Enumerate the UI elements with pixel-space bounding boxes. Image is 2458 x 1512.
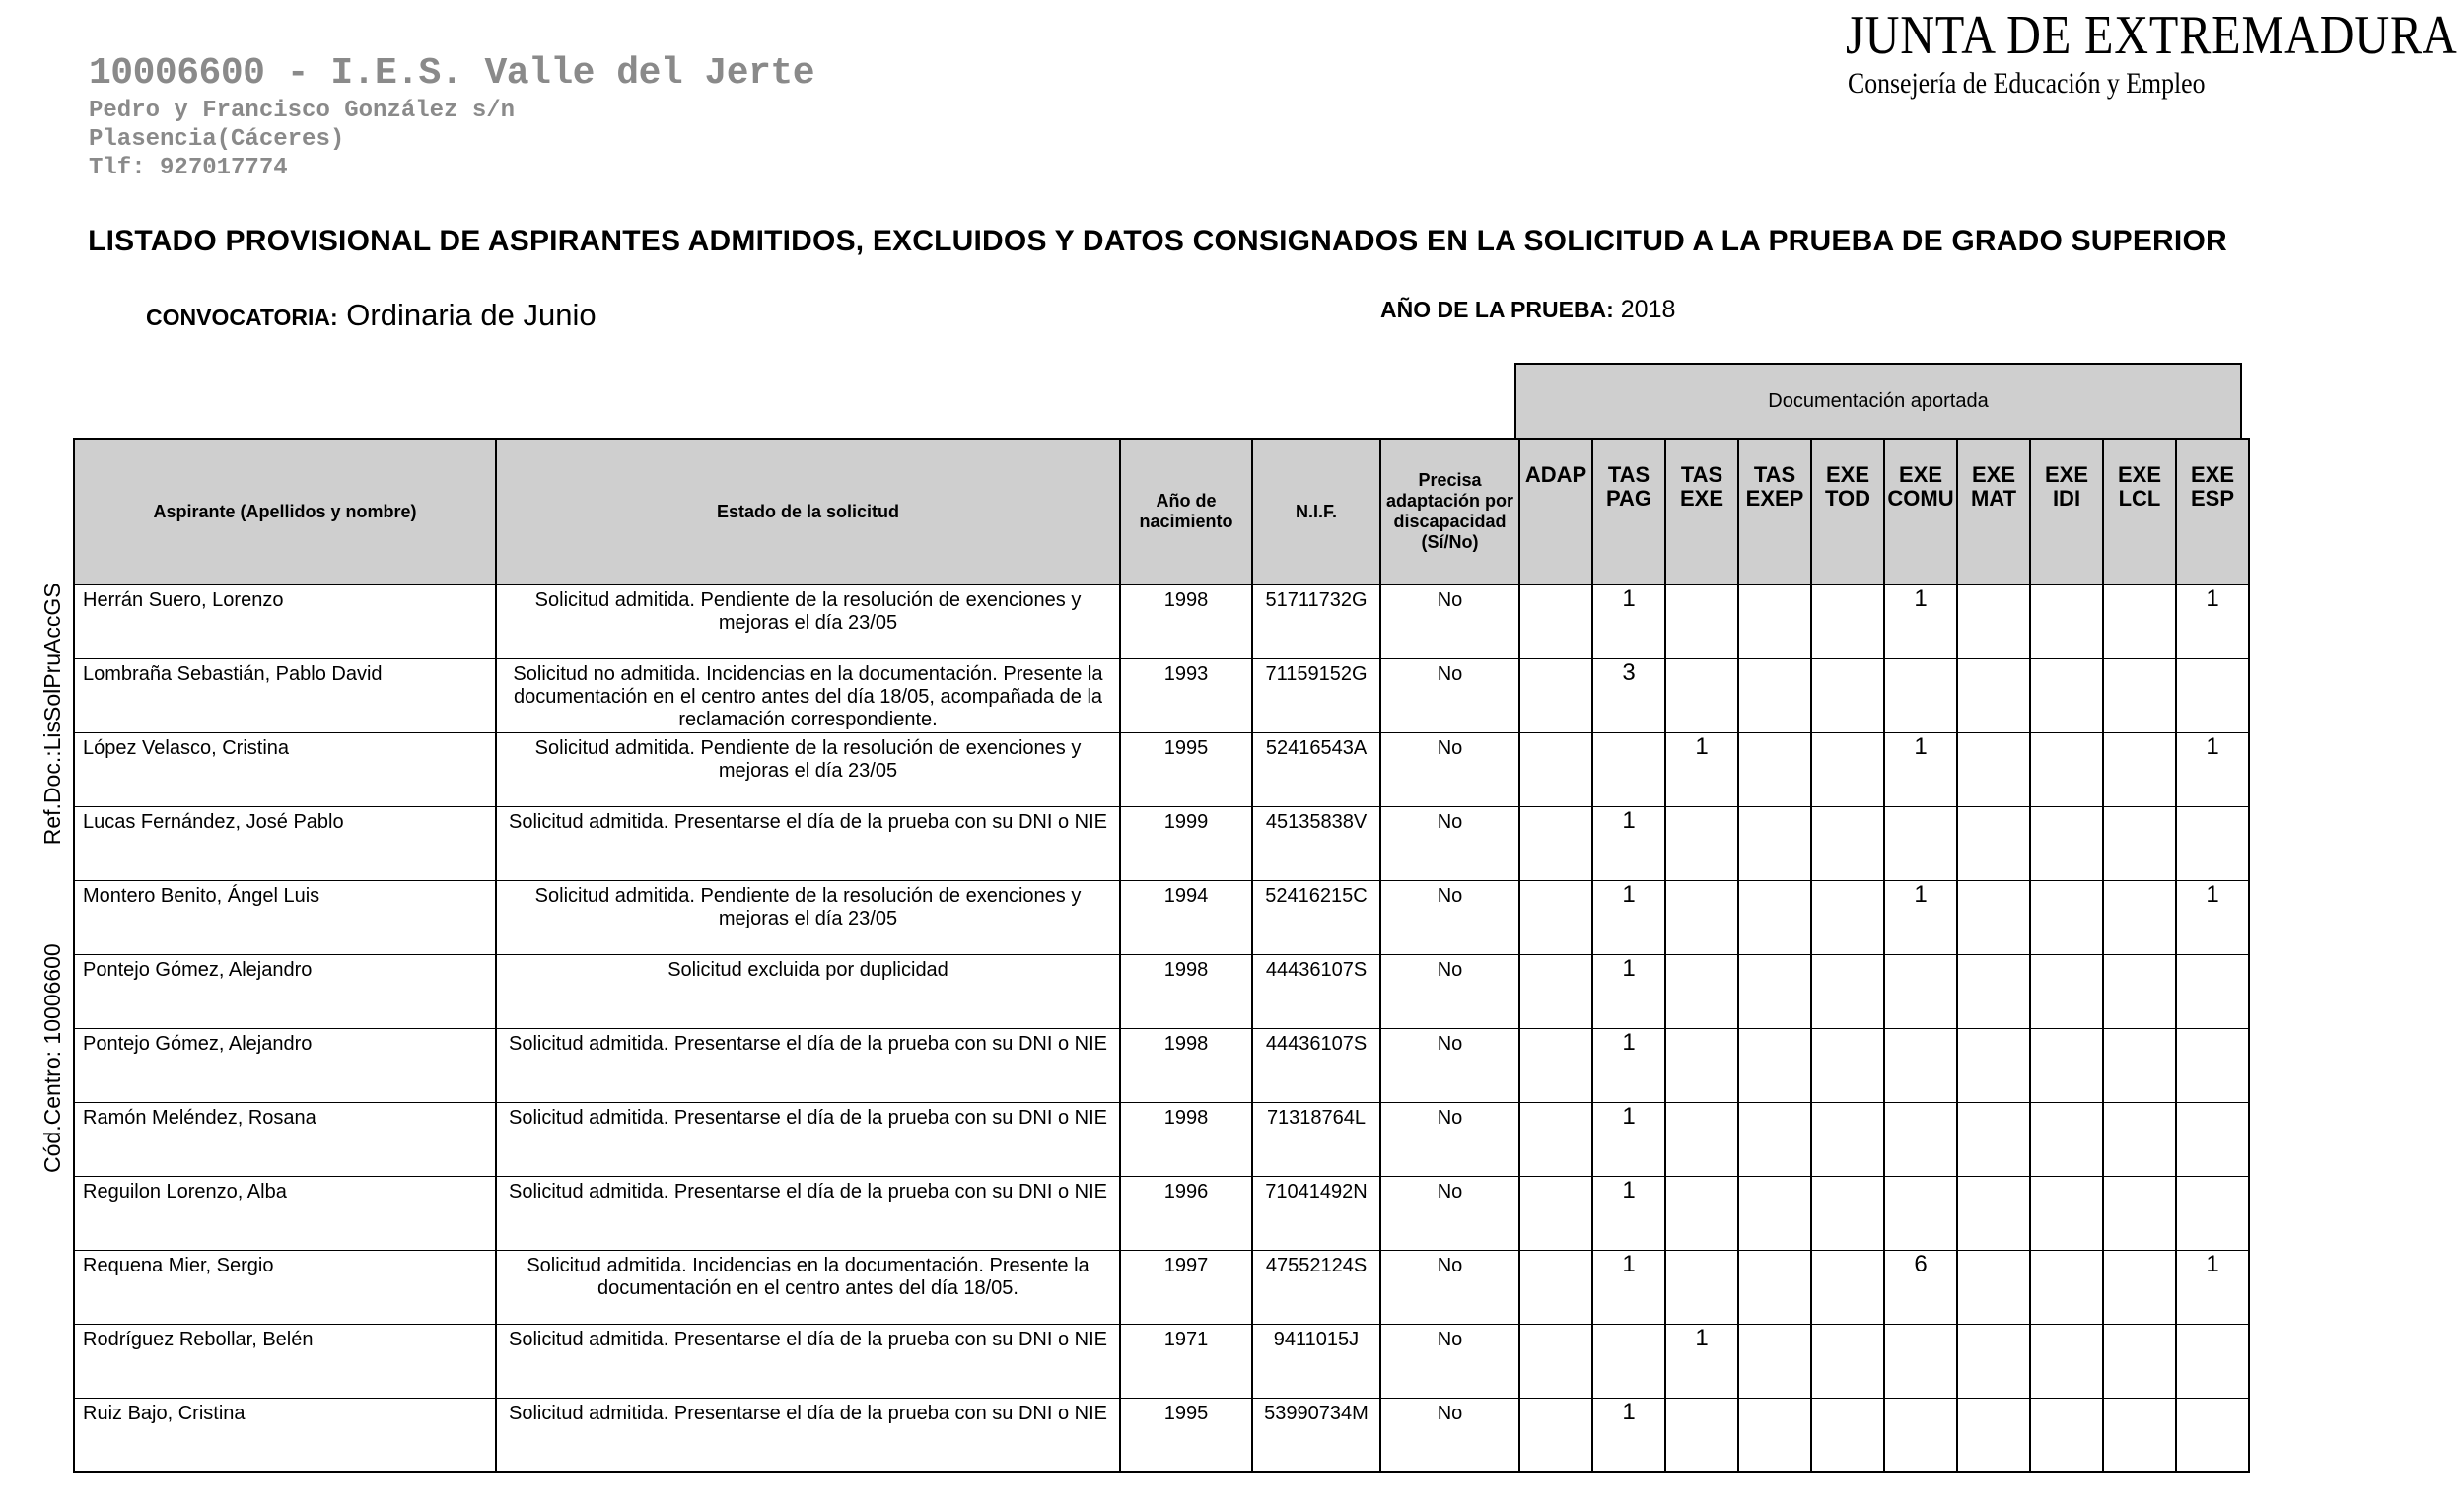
doc-exe-mat (1957, 732, 2030, 806)
doc-exe-lcl (2103, 954, 2176, 1028)
doc-adap (1519, 1250, 1592, 1324)
doc-exe-tod (1811, 1250, 1884, 1324)
doc-tas-exe: 1 (1665, 1324, 1738, 1398)
doc-exe-comu (1884, 1176, 1957, 1250)
nif: 52416543A (1252, 732, 1380, 806)
doc-adap (1519, 1176, 1592, 1250)
doc-exe-mat (1957, 880, 2030, 954)
table-row (74, 880, 2249, 954)
nif: 44436107S (1252, 1028, 1380, 1102)
doc-exe-mat (1957, 584, 2030, 658)
needs-adaptation: No (1380, 658, 1519, 732)
doc-exe-mat (1957, 1398, 2030, 1472)
doc-exe-mat (1957, 806, 2030, 880)
doc-exe-tod (1811, 732, 1884, 806)
doc-tas-exe (1665, 1398, 1738, 1472)
nif: 53990734M (1252, 1398, 1380, 1472)
doc-exe-esp (2176, 1176, 2249, 1250)
needs-adaptation: No (1380, 880, 1519, 954)
application-status: Solicitud admitida. Presentarse el día de la prueba con su DNI o NIE (496, 1176, 1120, 1250)
doc-exe-esp (2176, 658, 2249, 732)
column-header-tas-pag: TAS PAG (1592, 439, 1665, 584)
doc-exe-idi (2030, 1176, 2103, 1250)
doc-exe-lcl (2103, 584, 2176, 658)
needs-adaptation: No (1380, 806, 1519, 880)
junta-logo-title: JUNTA DE EXTREMADURA (1846, 5, 2458, 66)
birth-year: 1997 (1120, 1250, 1252, 1324)
doc-exe-lcl (2103, 658, 2176, 732)
application-status: Solicitud admitida. Pendiente de la resolución de exenciones y mejoras el día 23/05 (496, 732, 1120, 806)
birth-year: 1998 (1120, 1028, 1252, 1102)
doc-tas-exe (1665, 954, 1738, 1028)
school-address: Pedro y Francisco González s/n (89, 98, 516, 124)
doc-exe-comu (1884, 954, 1957, 1028)
needs-adaptation: No (1380, 954, 1519, 1028)
doc-exe-mat (1957, 658, 2030, 732)
applicants-table (73, 438, 2250, 1473)
nif: 51711732G (1252, 584, 1380, 658)
doc-tas-pag: 1 (1592, 584, 1665, 658)
doc-tas-pag: 1 (1592, 1102, 1665, 1176)
birth-year: 1995 (1120, 1398, 1252, 1472)
doc-exe-idi (2030, 584, 2103, 658)
anio-prueba (1380, 296, 1675, 324)
doc-tas-exep (1738, 954, 1811, 1028)
applicant-name: Herrán Suero, Lorenzo (74, 584, 496, 658)
doc-tas-pag: 1 (1592, 880, 1665, 954)
doc-tas-exe (1665, 806, 1738, 880)
nif: 9411015J (1252, 1324, 1380, 1398)
doc-exe-tod (1811, 954, 1884, 1028)
side-reference (39, 583, 66, 1173)
doc-tas-exe (1665, 1250, 1738, 1324)
birth-year: 1996 (1120, 1176, 1252, 1250)
table-row (74, 806, 2249, 880)
column-header-exe-comu: EXE COMU (1884, 439, 1957, 584)
doc-adap (1519, 806, 1592, 880)
doc-tas-exe (1665, 658, 1738, 732)
doc-adap (1519, 954, 1592, 1028)
doc-exe-tod (1811, 806, 1884, 880)
doc-exe-tod (1811, 1102, 1884, 1176)
needs-adaptation: No (1380, 584, 1519, 658)
applicant-name: Reguilon Lorenzo, Alba (74, 1176, 496, 1250)
doc-exe-tod (1811, 584, 1884, 658)
doc-tas-exep (1738, 806, 1811, 880)
doc-tas-exep (1738, 1102, 1811, 1176)
nif: 47552124S (1252, 1250, 1380, 1324)
column-header-exe-esp: EXE ESP (2176, 439, 2249, 584)
needs-adaptation: No (1380, 1176, 1519, 1250)
applicant-name: Pontejo Gómez, Alejandro (74, 954, 496, 1028)
application-status: Solicitud admitida. Incidencias en la documentación. Presente la documentación en el centro antes del día 18/05. (496, 1250, 1120, 1324)
doc-exe-esp: 1 (2176, 732, 2249, 806)
doc-exe-mat (1957, 1250, 2030, 1324)
doc-exe-idi (2030, 658, 2103, 732)
table-row (74, 1028, 2249, 1102)
table-row (74, 1398, 2249, 1472)
doc-adap (1519, 1324, 1592, 1398)
anio-value: 2018 (1620, 296, 1676, 323)
doc-exe-tod (1811, 1176, 1884, 1250)
applicant-name: Pontejo Gómez, Alejandro (74, 1028, 496, 1102)
doc-tas-pag: 1 (1592, 954, 1665, 1028)
doc-exe-idi (2030, 1028, 2103, 1102)
doc-exe-esp (2176, 1028, 2249, 1102)
doc-exe-comu (1884, 806, 1957, 880)
doc-exe-mat (1957, 1102, 2030, 1176)
convocatoria (146, 298, 597, 333)
birth-year: 1971 (1120, 1324, 1252, 1398)
table-row (74, 732, 2249, 806)
doc-exe-comu: 1 (1884, 880, 1957, 954)
document-title: LISTADO PROVISIONAL DE ASPIRANTES ADMITIDOS, EXCLUIDOS Y DATOS CONSIGNADOS EN LA SOLICITUD A LA PRUEBA DE GRADO SUPERIOR (88, 225, 2227, 257)
nif: 71318764L (1252, 1102, 1380, 1176)
doc-adap (1519, 1398, 1592, 1472)
needs-adaptation: No (1380, 1398, 1519, 1472)
centro-code: Cód.Centro: 10006600 (39, 943, 65, 1173)
column-header-anio-nacimiento: Año de nacimiento (1120, 439, 1252, 584)
doc-exe-esp: 1 (2176, 1250, 2249, 1324)
needs-adaptation: No (1380, 1028, 1519, 1102)
birth-year: 1998 (1120, 1102, 1252, 1176)
convocatoria-value: Ordinaria de Junio (346, 298, 597, 332)
doc-tas-exep (1738, 584, 1811, 658)
birth-year: 1998 (1120, 954, 1252, 1028)
doc-exe-idi (2030, 880, 2103, 954)
doc-tas-exep (1738, 880, 1811, 954)
doc-exe-comu: 6 (1884, 1250, 1957, 1324)
doc-tas-pag: 1 (1592, 806, 1665, 880)
column-header-exe-lcl: EXE LCL (2103, 439, 2176, 584)
doc-exe-comu (1884, 1324, 1957, 1398)
doc-tas-exe (1665, 1102, 1738, 1176)
doc-exe-tod (1811, 880, 1884, 954)
doc-exe-lcl (2103, 806, 2176, 880)
doc-tas-exe (1665, 1028, 1738, 1102)
documentacion-aportada-header: Documentación aportada (1514, 363, 2242, 438)
application-status: Solicitud admitida. Pendiente de la resolución de exenciones y mejoras el día 23/05 (496, 880, 1120, 954)
needs-adaptation: No (1380, 1102, 1519, 1176)
nif: 71159152G (1252, 658, 1380, 732)
birth-year: 1995 (1120, 732, 1252, 806)
doc-exe-comu (1884, 1028, 1957, 1102)
application-status: Solicitud admitida. Presentarse el día de la prueba con su DNI o NIE (496, 1102, 1120, 1176)
doc-exe-esp: 1 (2176, 584, 2249, 658)
doc-tas-pag: 1 (1592, 1250, 1665, 1324)
doc-exe-lcl (2103, 1324, 2176, 1398)
doc-tas-exep (1738, 1176, 1811, 1250)
doc-exe-comu (1884, 658, 1957, 732)
doc-exe-esp (2176, 1102, 2249, 1176)
doc-tas-pag: 1 (1592, 1176, 1665, 1250)
doc-exe-tod (1811, 658, 1884, 732)
anio-label: AÑO DE LA PRUEBA: (1380, 297, 1614, 322)
nif: 44436107S (1252, 954, 1380, 1028)
column-header-nif: N.I.F. (1252, 439, 1380, 584)
doc-exe-tod (1811, 1324, 1884, 1398)
doc-exe-comu (1884, 1398, 1957, 1472)
doc-exe-lcl (2103, 880, 2176, 954)
doc-exe-lcl (2103, 732, 2176, 806)
doc-exe-comu: 1 (1884, 732, 1957, 806)
doc-exe-idi (2030, 732, 2103, 806)
application-status: Solicitud excluida por duplicidad (496, 954, 1120, 1028)
birth-year: 1994 (1120, 880, 1252, 954)
applicant-name: Lombraña Sebastián, Pablo David (74, 658, 496, 732)
column-header-exe-idi: EXE IDI (2030, 439, 2103, 584)
nif: 71041492N (1252, 1176, 1380, 1250)
applicant-name: Ruiz Bajo, Cristina (74, 1398, 496, 1472)
doc-adap (1519, 880, 1592, 954)
doc-exe-esp (2176, 954, 2249, 1028)
doc-tas-exe (1665, 584, 1738, 658)
table-row (74, 954, 2249, 1028)
doc-exe-lcl (2103, 1398, 2176, 1472)
doc-exe-comu (1884, 1102, 1957, 1176)
column-header-adaptacion: Precisa adaptación por discapacidad (Sí/No) (1380, 439, 1519, 584)
birth-year: 1998 (1120, 584, 1252, 658)
doc-exe-esp (2176, 1398, 2249, 1472)
doc-tas-pag: 3 (1592, 658, 1665, 732)
column-header-estado: Estado de la solicitud (496, 439, 1120, 584)
doc-tas-pag: 1 (1592, 1028, 1665, 1102)
doc-tas-pag (1592, 732, 1665, 806)
doc-exe-lcl (2103, 1250, 2176, 1324)
doc-exe-mat (1957, 1028, 2030, 1102)
doc-exe-comu: 1 (1884, 584, 1957, 658)
doc-adap (1519, 584, 1592, 658)
school-name: 10006600 - I.E.S. Valle del Jerte (89, 52, 815, 95)
application-status: Solicitud admitida. Presentarse el día de la prueba con su DNI o NIE (496, 1398, 1120, 1472)
needs-adaptation: No (1380, 1324, 1519, 1398)
doc-exe-esp: 1 (2176, 880, 2249, 954)
table-row (74, 1324, 2249, 1398)
doc-tas-exep (1738, 1398, 1811, 1472)
nif: 45135838V (1252, 806, 1380, 880)
application-status: Solicitud no admitida. Incidencias en la documentación. Presente la documentación en el centro antes del día 18/05, acompañada de la reclamación correspondiente. (496, 658, 1120, 732)
doc-tas-exep (1738, 1028, 1811, 1102)
applicant-name: López Velasco, Cristina (74, 732, 496, 806)
doc-exe-lcl (2103, 1176, 2176, 1250)
doc-adap (1519, 1028, 1592, 1102)
doc-tas-exe: 1 (1665, 732, 1738, 806)
doc-exe-idi (2030, 1398, 2103, 1472)
doc-exe-tod (1811, 1398, 1884, 1472)
doc-tas-pag (1592, 1324, 1665, 1398)
birth-year: 1993 (1120, 658, 1252, 732)
doc-exe-idi (2030, 1102, 2103, 1176)
doc-exe-mat (1957, 1176, 2030, 1250)
table-row (74, 584, 2249, 658)
doc-exe-lcl (2103, 1102, 2176, 1176)
school-city: Plasencia(Cáceres) (89, 126, 345, 153)
table-row (74, 1250, 2249, 1324)
applicant-name: Rodríguez Rebollar, Belén (74, 1324, 496, 1398)
doc-tas-exe (1665, 880, 1738, 954)
table-row (74, 1102, 2249, 1176)
school-info (89, 51, 814, 182)
column-header-exe-tod: EXE TOD (1811, 439, 1884, 584)
doc-tas-exep (1738, 658, 1811, 732)
applicant-name: Ramón Meléndez, Rosana (74, 1102, 496, 1176)
applicant-name: Lucas Fernández, José Pablo (74, 806, 496, 880)
table-row (74, 658, 2249, 732)
doc-exe-tod (1811, 1028, 1884, 1102)
needs-adaptation: No (1380, 1250, 1519, 1324)
doc-tas-exep (1738, 732, 1811, 806)
table-row (74, 1176, 2249, 1250)
doc-tas-exe (1665, 1176, 1738, 1250)
doc-exe-mat (1957, 954, 2030, 1028)
application-status: Solicitud admitida. Pendiente de la resolución de exenciones y mejoras el día 23/05 (496, 584, 1120, 658)
applicant-name: Requena Mier, Sergio (74, 1250, 496, 1324)
doc-tas-exep (1738, 1250, 1811, 1324)
application-status: Solicitud admitida. Presentarse el día de la prueba con su DNI o NIE (496, 1028, 1120, 1102)
doc-exe-idi (2030, 1324, 2103, 1398)
doc-exe-esp (2176, 1324, 2249, 1398)
column-header-exe-mat: EXE MAT (1957, 439, 2030, 584)
doc-exe-lcl (2103, 1028, 2176, 1102)
doc-adap (1519, 1102, 1592, 1176)
doc-exe-idi (2030, 1250, 2103, 1324)
column-header-aspirante: Aspirante (Apellidos y nombre) (74, 439, 496, 584)
application-status: Solicitud admitida. Presentarse el día de la prueba con su DNI o NIE (496, 806, 1120, 880)
needs-adaptation: No (1380, 732, 1519, 806)
doc-reference: Ref.Doc.:LisSolPruAccGS (39, 583, 65, 846)
table-header-row (74, 439, 2249, 584)
column-header-tas-exep: TAS EXEP (1738, 439, 1811, 584)
doc-adap (1519, 658, 1592, 732)
convocatoria-label: CONVOCATORIA: (146, 305, 338, 330)
birth-year: 1999 (1120, 806, 1252, 880)
doc-exe-idi (2030, 954, 2103, 1028)
applicant-name: Montero Benito, Ángel Luis (74, 880, 496, 954)
doc-tas-exep (1738, 1324, 1811, 1398)
nif: 52416215C (1252, 880, 1380, 954)
doc-adap (1519, 732, 1592, 806)
column-header-adap: ADAP (1519, 439, 1592, 584)
application-status: Solicitud admitida. Presentarse el día de la prueba con su DNI o NIE (496, 1324, 1120, 1398)
doc-exe-idi (2030, 806, 2103, 880)
doc-tas-pag: 1 (1592, 1398, 1665, 1472)
column-header-tas-exe: TAS EXE (1665, 439, 1738, 584)
junta-logo-subtitle: Consejería de Educación y Empleo (1848, 67, 2206, 100)
doc-exe-esp (2176, 806, 2249, 880)
doc-exe-mat (1957, 1324, 2030, 1398)
school-phone: Tlf: 927017774 (89, 155, 288, 181)
